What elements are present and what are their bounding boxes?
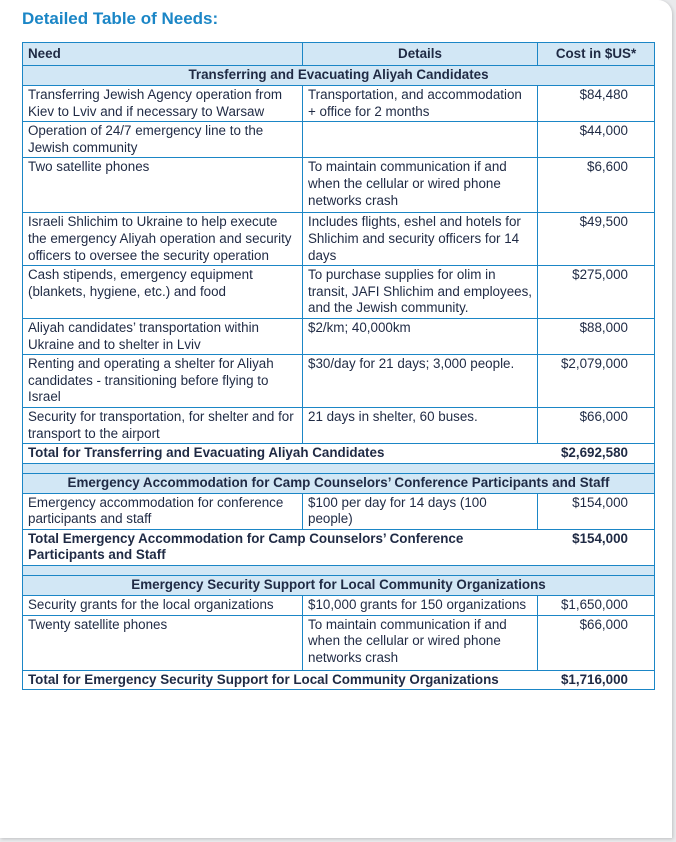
needs-table xyxy=(22,42,655,690)
table-row xyxy=(23,493,655,529)
cost-cell: $2,079,000 xyxy=(538,355,655,408)
page-title: Detailed Table of Needs: xyxy=(22,9,219,28)
table-row xyxy=(23,122,655,158)
details-cell: $2/km; 40,000km xyxy=(303,318,538,354)
need-cell: Renting and operating a shelter for Aliyah candidates - transitioning before flying to Israel xyxy=(23,355,303,408)
need-cell: Emergency accommodation for conference participants and staff xyxy=(23,493,303,529)
cost-cell: $84,480 xyxy=(538,86,655,122)
cost-cell: $66,000 xyxy=(538,615,655,670)
details-cell: 21 days in shelter, 60 buses. xyxy=(303,407,538,443)
total-label: Total for Transferring and Evacuating Aliyah Candidates xyxy=(23,444,538,464)
cost-cell: $275,000 xyxy=(538,266,655,319)
total-label: Total Emergency Accommodation for Camp Counselors’ Conference Participants and Staff xyxy=(23,529,538,565)
table-row xyxy=(23,318,655,354)
details-cell: Transportation, and accommodation + office for 2 months xyxy=(303,86,538,122)
total-amount: $154,000 xyxy=(538,529,655,565)
total-row xyxy=(23,670,655,690)
details-cell: To purchase supplies for olim in transit, JAFI Shlichim and employees, and the Jewish community. xyxy=(303,266,538,319)
need-cell: Transferring Jewish Agency operation from Kiev to Lviv and if necessary to Warsaw xyxy=(23,86,303,122)
need-cell: Two satellite phones xyxy=(23,158,303,213)
cost-cell: $1,650,000 xyxy=(538,596,655,616)
need-cell: Security grants for the local organizations xyxy=(23,596,303,616)
header-cost: Cost in $US* xyxy=(538,43,655,66)
total-row xyxy=(23,444,655,464)
cost-cell: $66,000 xyxy=(538,407,655,443)
section-heading: Emergency Security Support for Local Community Organizations xyxy=(23,576,655,596)
table-row xyxy=(23,615,655,670)
spacer-row xyxy=(23,566,655,576)
section-heading: Transferring and Evacuating Aliyah Candidates xyxy=(23,66,655,86)
table-row xyxy=(23,213,655,266)
table-header-row xyxy=(23,43,655,66)
details-cell: To maintain communication if and when the cellular or wired phone networks crash xyxy=(303,158,538,213)
total-label: Total for Emergency Security Support for Local Community Organizations xyxy=(23,670,538,690)
details-cell: $100 per day for 14 days (100 people) xyxy=(303,493,538,529)
table-row xyxy=(23,596,655,616)
table-row xyxy=(23,266,655,319)
need-cell: Security for transportation, for shelter and for transport to the airport xyxy=(23,407,303,443)
details-cell: $10,000 grants for 150 organizations xyxy=(303,596,538,616)
total-amount: $1,716,000 xyxy=(538,670,655,690)
details-cell: Includes flights, eshel and hotels for Shlichim and security officers for 14 days xyxy=(303,213,538,266)
cost-cell: $49,500 xyxy=(538,213,655,266)
section-heading-row xyxy=(23,473,655,493)
need-cell: Israeli Shlichim to Ukraine to help execute the emergency Aliyah operation and security officers to oversee the security operation xyxy=(23,213,303,266)
section-heading-row xyxy=(23,66,655,86)
need-cell: Twenty satellite phones xyxy=(23,615,303,670)
table-row xyxy=(23,158,655,213)
section-heading-row xyxy=(23,576,655,596)
spacer-row xyxy=(23,463,655,473)
table-row xyxy=(23,86,655,122)
header-details: Details xyxy=(303,43,538,66)
need-cell: Operation of 24/7 emergency line to the Jewish community xyxy=(23,122,303,158)
need-cell: Aliyah candidates’ transportation within Ukraine and to shelter in Lviv xyxy=(23,318,303,354)
need-cell: Cash stipends, emergency equipment (blankets, hygiene, etc.) and food xyxy=(23,266,303,319)
total-row xyxy=(23,529,655,565)
details-cell: To maintain communication if and when the cellular or wired phone networks crash xyxy=(303,615,538,670)
table-row xyxy=(23,355,655,408)
cost-cell: $44,000 xyxy=(538,122,655,158)
header-need: Need xyxy=(23,43,303,66)
cost-cell: $88,000 xyxy=(538,318,655,354)
details-cell: $30/day for 21 days; 3,000 people. xyxy=(303,355,538,408)
section-heading: Emergency Accommodation for Camp Counselors’ Conference Participants and Staff xyxy=(23,473,655,493)
total-amount: $2,692,580 xyxy=(538,444,655,464)
table-row xyxy=(23,407,655,443)
details-cell xyxy=(303,122,538,158)
cost-cell: $6,600 xyxy=(538,158,655,213)
cost-cell: $154,000 xyxy=(538,493,655,529)
